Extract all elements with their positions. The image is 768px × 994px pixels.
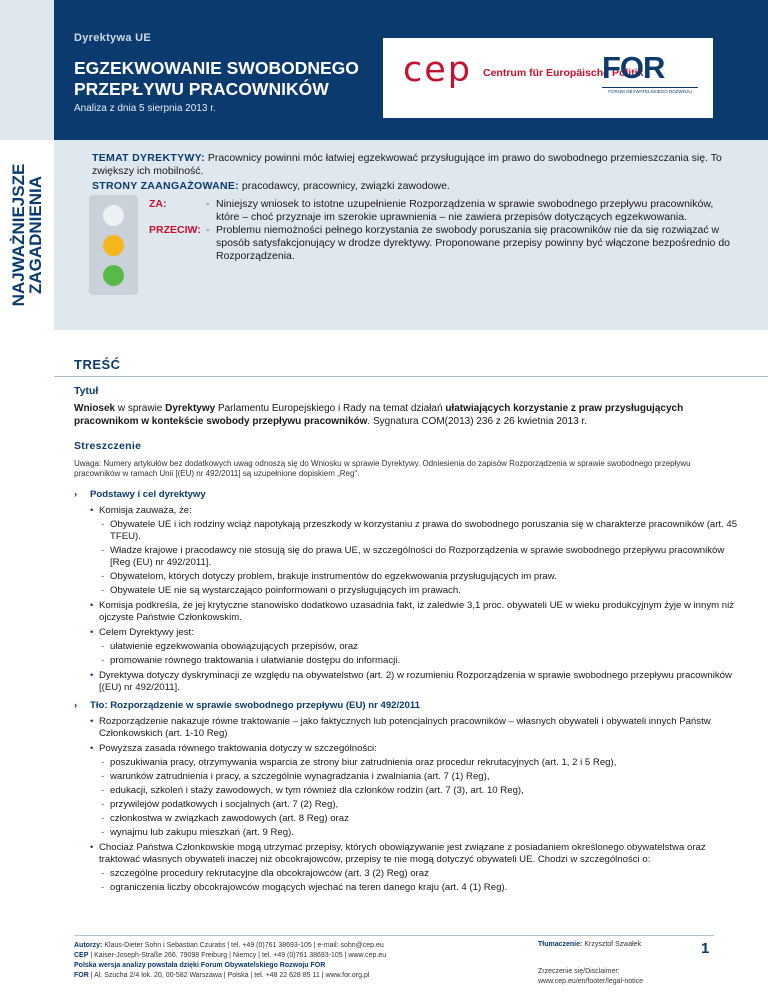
pro-text: - Niniejszy wniosek to istotne uzupełnienie Rozporządzenia w sprawie swobodnego przepływu pracowników, które – choć przyznaje im szerokie uprawnienia – nie zawiera przepisów dotyczących egzekwowania.: [206, 198, 714, 223]
sub-list: [99, 641, 744, 667]
bullet-list: [74, 505, 744, 694]
document-kind: Dyrektywa UE: [74, 32, 151, 44]
sub-list-item: - warunków zatrudnienia i pracy, a szczególnie wynagradzania i zwalniania (art. 7 (1) Reg),: [101, 771, 744, 783]
traffic-light-green-lamp: [103, 265, 124, 286]
chevron-right-icon: ›: [74, 700, 78, 711]
sub-list-item: - Władze krajowe i pracodawcy nie stosują się do prawa UE, w szczególności do Rozporządzenia w sprawie swobodnego przepływu pracowników [Reg (EU) nr 492/2011].: [101, 545, 744, 569]
sub-list-item: - promowanie równego traktowania i ułatwianie dostępu do informacji.: [101, 655, 744, 667]
cep-name: Centrum für Europäische Politik: [483, 67, 644, 79]
list-item: • Celem Dyrektywy jest: - ułatwienie egzekwowania obowiązujących przepisów, oraz - promowanie równego traktowania i ułatwianie dostępu do informacji.: [90, 627, 744, 667]
for-logo: FOR: [602, 50, 665, 85]
sub-list-item: - Obywatele UE i ich rodziny wciąż napotykają przeszkody w korzystaniu z prawa do swobodnego poruszania się w charakterze pracowników (art. 45 TFEU).: [101, 519, 744, 543]
traffic-light-yellow-lamp: [103, 235, 124, 256]
content-heading: TREŚĆ: [74, 357, 121, 372]
topic-label: TEMAT DYREKTYWY:: [92, 152, 205, 164]
bullet-list: [74, 716, 744, 894]
list-item: • Komisja podkreśla, że jej krytyczne stanowisko dodatkowo uzasadnia fakt, iż zaledwie 3,1 proc. obywateli UE w wieku produkcyjnym żyje w innym niż ojczyste Państwie Członkowskim.: [90, 600, 744, 624]
section-heading: › Podstawy i cel dyrektywy: [74, 489, 206, 500]
sub-list-item: - przywilejów podatkowych i socjalnych (art. 7 (2) Reg),: [101, 799, 744, 811]
cep-logo: cep: [403, 50, 472, 90]
list-item: • Chociaż Państwa Członkowskie mogą utrzymać przepisy, których obowiązywanie jest związane z posiadaniem określonego obywatelstwa oraz traktować własnych obywateli inaczej niż obcokrajowców, przepisy te nie mogą dotyczyć obywateli UE. Chodzi w szczególności o: - szczególne procedury rekrutacyjne dla obcokrajowców (art. 3 (2) Reg) oraz - ograniczenia liczby obcokrajowców mogących wjechać na teren danego kraju (art. 4 (1) Reg).: [90, 842, 744, 894]
translator: Tłumaczenie: Krzysztof Szwałek: [538, 941, 642, 948]
section-directive-basis: [74, 489, 744, 697]
con-label: PRZECIW:: [149, 224, 201, 236]
footer-contacts: Autorzy: Klaus-Dieter Sohn i Sebastian Czuratis | tel. +49 (0)761 38693-105 | e-mail: sohn@cep.eu CEP | Kaiser-Joseph-Straße 266, 79098 Freiburg | Niemcy | tel. +49 (0)761 38693-105 | www.cep.eu Polska wersja analizy powstała dzięki Forum Obywatelskiego Rozwoju FOR FOR | Al. Szucha 2/4 lok. 20, 00-582 Warszawa | Polska | tel. +48 22 628 85 11 | www.for.org.pl: [74, 942, 387, 979]
sub-list-item: - szczególne procedury rekrutacyjne dla obcokrajowców (art. 3 (2) Reg) oraz: [101, 868, 744, 880]
key-issues-text: NAJWAŻNIEJSZE ZAGADNIENIA: [9, 163, 45, 307]
polish-version-note: Polska wersja analizy powstała dzięki Forum Obywatelskiego Rozwoju FOR: [74, 962, 326, 969]
divider: [54, 376, 768, 377]
page-title: EGZEKWOWANIE SWOBODNEGO PRZEPŁYWU PRACOWNIKÓW: [74, 58, 359, 99]
sub-list-item: - członkostwa w związkach zawodowych (art. 8 Reg) oraz: [101, 813, 744, 825]
list-item: • Dyrektywa dotyczy dyskryminacji ze względu na obywatelstwo (art. 2) w rozumieniu Rozporządzenia w sprawie swobodnego przepływu pracowników [(EU) nr 492/2011].: [90, 670, 744, 694]
chevron-right-icon: ›: [74, 489, 78, 500]
sub-list: [99, 757, 744, 839]
sub-list-item: - ograniczenia liczby obcokrajowców mogących wjechać na teren danego kraju (art. 4 (1) Reg).: [101, 882, 744, 894]
sub-list: [99, 519, 744, 597]
document-title-text: Wniosek w sprawie Dyrektywy Parlamentu Europejskiego i Rady na temat działań ułatwiających korzystanie z praw przysługujących pracownikom w kontekście swobody przepływu pracowników. Sygnatura COM(2013) 236 z 26 kwietnia 2013 r.: [74, 403, 684, 427]
list-item: • Komisja zauważa, że: - Obywatele UE i ich rodziny wciąż napotykają przeszkody w korzystaniu z prawa do swobodnego poruszania się w charakterze pracowników (art. 45 TFEU). - Władze krajowe i pracodawcy nie stosują się do prawa UE, w szczególności do Rozporządzenia w sprawie swobodnego przepływu pracowników [Reg (EU) nr 492/2011]. - Obywatelom, których dotyczy problem, brakuje instrumentów do egzekwowania przysługujących im praw. - Obywatele UE nie są wystarczająco poinformowani o przysługujących im prawach.: [90, 505, 744, 597]
con-text: - Problemu niemożności pełnego korzystania ze swobody poruszania się pracowników nie da się rozwiązać w sposób satysfakcjonujący w drodze dyrektywy. Proponowane przepisy powinny być włączone bezpośrednio do Rozporządzenia.: [206, 224, 730, 262]
sub-list-item: - poszukiwania pracy, otrzymywania wsparcia ze strony biur zatrudnienia oraz procedur rekrutacyjnych (art. 1, 2 i 5 Reg),: [101, 757, 744, 769]
disclaimer-link[interactable]: Zrzeczenie się/Disclaimer: www.cep.eu/en/footer/legal-notice: [538, 968, 644, 985]
key-issues-label: [0, 140, 54, 330]
sub-list-item: - ułatwienie egzekwowania obowiązujących przepisów, oraz: [101, 641, 744, 653]
traffic-light-red-lamp: [103, 205, 124, 226]
key-issues-box: [54, 140, 768, 330]
section-background-regulation: [74, 700, 744, 897]
pro-label: ZA:: [149, 198, 167, 210]
parties-text: pracodawcy, pracownicy, związki zawodowe.: [241, 180, 450, 192]
traffic-light-icon: [89, 195, 138, 295]
topic-text: Pracownicy powinni móc łatwiej egzekwować przysługujące im prawo do swobodnego przemieszczania się. To zwiększy ich mobilność.: [92, 152, 722, 177]
sub-list: [99, 868, 744, 894]
page-number: 1: [701, 940, 710, 957]
parties: [92, 180, 450, 192]
title-heading: Tytuł: [74, 385, 99, 397]
numbering-note: Uwaga: Numery artykułów bez dodatkowych uwag odnoszą się do Wniosku w sprawie Dyrektywy. Odniesienia do zapisów Rozporządzenia w sprawie swobodnego przepływu pracowników w ramach Unii [(EU) nr 492/2011] są uzupełnione dopiskiem „Reg".: [74, 459, 691, 478]
footer-divider: [74, 935, 714, 936]
sub-list-item: - Obywatele UE nie są wystarczająco poinformowani o przysługujących im prawach.: [101, 585, 744, 597]
parties-label: STRONY ZAANGAŻOWANE:: [92, 180, 239, 192]
header-left-strip: [0, 0, 54, 140]
summary-heading: Streszczenie: [74, 440, 142, 452]
directive-topic: [92, 152, 722, 178]
analysis-date: Analiza z dnia 5 sierpnia 2013 r.: [74, 103, 216, 114]
for-name: FORUM OBYWATELSKIEGO ROZWOJU: [602, 87, 698, 94]
list-item: • Powyższa zasada równego traktowania dotyczy w szczególności: - poszukiwania pracy, otrzymywania wsparcia ze strony biur zatrudnienia oraz procedur rekrutacyjnych (art. 1, 2 i 5 Reg), - warunków zatrudnienia i pracy, a szczególnie wynagradzania i zwalniania (art. 7 (1) Reg), - edukacji, szkoleń i staży zawodowych, w tym również dla członków rodzin (art. 7 (3), art. 10 Reg), - przywilejów podatkowych i socjalnych (art. 7 (2) Reg), - członkostwa w związkach zawodowych (art. 8 Reg) oraz - wynajmu lub zakupu mieszkań (art. 9 Reg).: [90, 743, 744, 839]
sub-list-item: - Obywatelom, których dotyczy problem, brakuje instrumentów do egzekwowania przysługujących im praw.: [101, 571, 744, 583]
logos-panel: [383, 38, 713, 118]
sub-list-item: - edukacji, szkoleń i staży zawodowych, w tym również dla członków rodzin (art. 7 (3), art. 10 Reg),: [101, 785, 744, 797]
sub-list-item: - wynajmu lub zakupu mieszkań (art. 9 Reg).: [101, 827, 744, 839]
list-item: • Rozporządzenie nakazuje równe traktowanie – jako faktycznych lub potencjalnych pracowników – własnych obywateli i obywateli innych Państw Członkowskich (art. 1-10 Reg): [90, 716, 744, 740]
section-heading: › Tło: Rozporządzenie w sprawie swobodnego przepływu (EU) nr 492/2011: [74, 700, 420, 711]
